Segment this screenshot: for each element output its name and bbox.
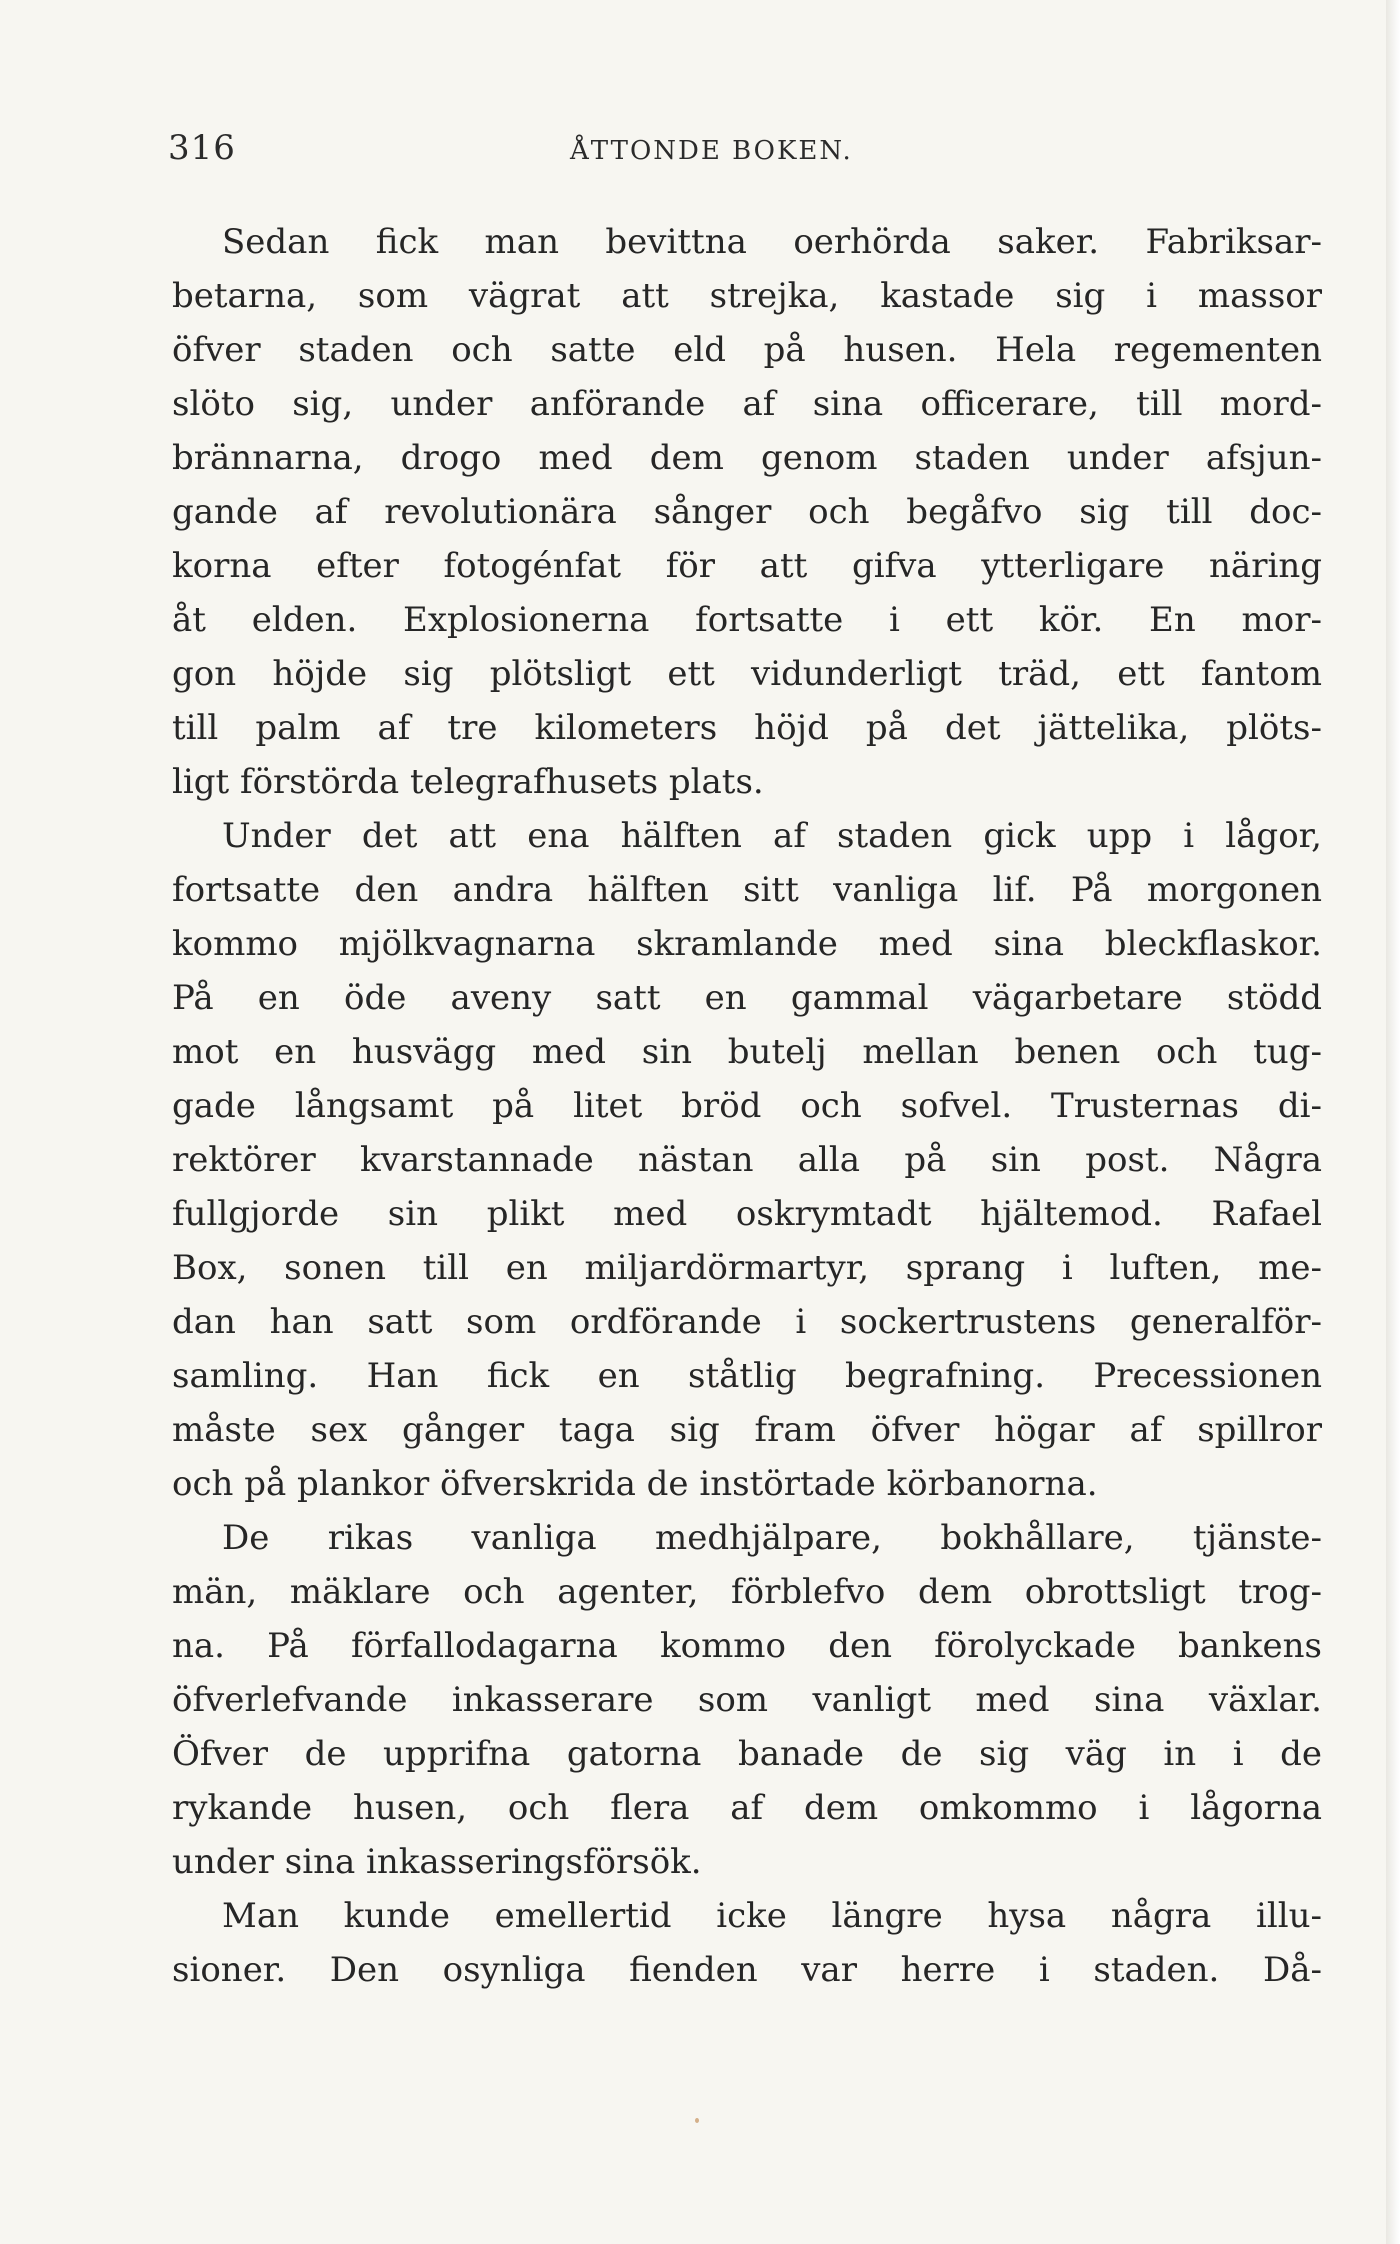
text-line: rykande husen, och flera af dem omkommo i lågorna (172, 1788, 1322, 1828)
text-line: öfverlefvande inkasserare som vanligt med sina växlar. (172, 1680, 1322, 1720)
text-line: gande af revolutionära sånger och begåfvo sig till doc- (172, 492, 1322, 532)
text-line: män, mäklare och agenter, förblefvo dem obrottsligt trog- (172, 1572, 1322, 1612)
text-line: samling. Han fick en ståtlig begrafning. Precessionen (172, 1356, 1322, 1396)
text-line: under sina inkasseringsförsök. (172, 1842, 702, 1882)
text-line: sioner. Den osynliga fienden var herre i staden. Då- (172, 1950, 1322, 1990)
text-line: korna efter fotogénfat för att gifva ytterligare näring (172, 546, 1322, 586)
text-line: fullgjorde sin plikt med oskrymtadt hjältemod. Rafael (172, 1194, 1322, 1234)
text-line: dan han satt som ordförande i sockertrustens generalför- (172, 1302, 1322, 1342)
page-header (168, 128, 1338, 178)
running-head: ÅTTONDE BOKEN. (570, 136, 853, 166)
text-line: kommo mjölkvagnarna skramlande med sina bleckflaskor. (172, 924, 1322, 964)
text-line: Man kunde emellertid icke längre hysa några illu- (222, 1896, 1322, 1936)
text-line: fortsatte den andra hälften sitt vanliga lif. På morgonen (172, 870, 1322, 910)
text-line: gade långsamt på litet bröd och sofvel. Trusternas di- (172, 1086, 1322, 1126)
text-line: slöto sig, under anförande af sina officerare, till mord- (172, 384, 1322, 424)
text-line: betarna, som vägrat att strejka, kastade sig i massor (172, 276, 1322, 316)
text-line: Under det att ena hälften af staden gick upp i lågor, (222, 816, 1322, 856)
text-line: måste sex gånger taga sig fram öfver högar af spillror (172, 1410, 1322, 1450)
text-line: gon höjde sig plötsligt ett vidunderligt träd, ett fantom (172, 654, 1322, 694)
paper-speck (695, 2118, 699, 2123)
text-line: Sedan fick man bevittna oerhörda saker. Fabriksar- (222, 222, 1322, 262)
text-line: na. På förfallodagarna kommo den förolyckade bankens (172, 1626, 1322, 1666)
body-text (172, 215, 1322, 1997)
text-line: åt elden. Explosionerna fortsatte i ett kör. En mor- (172, 600, 1322, 640)
text-line: På en öde aveny satt en gammal vägarbetare stödd (172, 978, 1322, 1018)
text-line: mot en husvägg med sin butelj mellan benen och tug- (172, 1032, 1322, 1072)
text-line: och på plankor öfverskrida de instörtade körbanorna. (172, 1464, 1098, 1504)
text-line: rektörer kvarstannade nästan alla på sin post. Några (172, 1140, 1322, 1180)
text-line: brännarna, drogo med dem genom staden under afsjun- (172, 438, 1322, 478)
text-line: Box, sonen till en miljardörmartyr, sprang i luften, me- (172, 1248, 1322, 1288)
page-edge (1386, 0, 1400, 2244)
page-number: 316 (168, 128, 236, 168)
text-line: till palm af tre kilometers höjd på det jättelika, plöts- (172, 708, 1322, 748)
text-line: ligt förstörda telegrafhusets plats. (172, 762, 764, 802)
text-line: öfver staden och satte eld på husen. Hela regementen (172, 330, 1322, 370)
text-line: De rikas vanliga medhjälpare, bokhållare, tjänste- (222, 1518, 1322, 1558)
text-line: Öfver de upprifna gatorna banade de sig väg in i de (172, 1734, 1322, 1774)
